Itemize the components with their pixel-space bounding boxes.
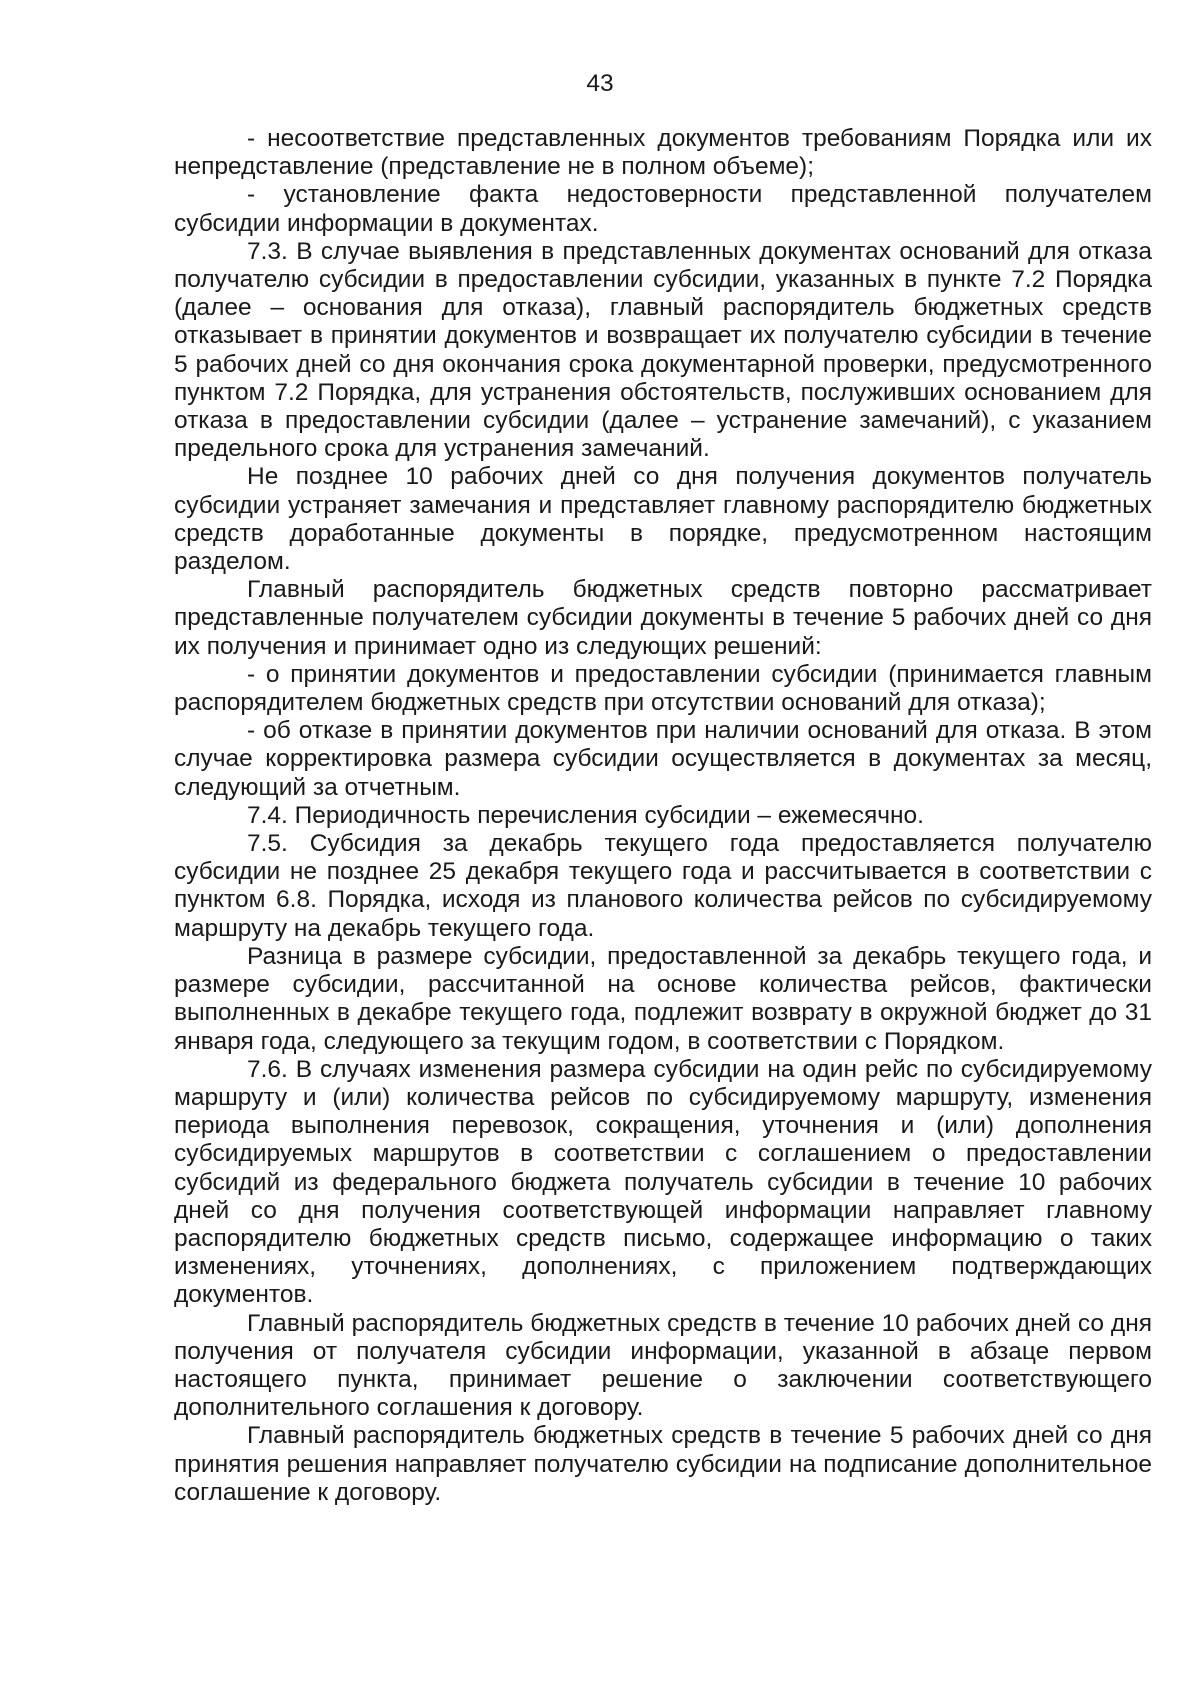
paragraph-decision-refuse: - об отказе в принятии документов при наличии оснований для отказа. В этом случае корректировка размера субсидии осуществляется в документах за месяц, следующий за отчетным. [174,717,1152,801]
paragraph-send-agreement: Главный распорядитель бюджетных средств в течение 5 рабочих дней со дня принятия решения направляет получателю субсидии на подписание дополнительное соглашение к договору. [174,1422,1152,1506]
paragraph-7-6: 7.6. В случаях изменения размера субсидии на один рейс по субсидируемому маршруту и (или) количества рейсов по субсидируемому маршруту, изменения периода выполнения перевозок, сокращения, уточнения и (или) дополнения субсидируемых маршрутов в соответствии с соглашением о предоставлении субсидий из федерального бюджета получатель субсидии в течение 10 рабочих дней со дня получения соответствующей информации направляет главному распорядителю бюджетных средств письмо, содержащее информацию о таких изменениях, уточнениях, дополнениях, с приложением подтверждающих документов. [174,1055,1152,1309]
paragraph-december-difference: Разница в размере субсидии, предоставленной за декабрь текущего года, и размере субсидии, рассчитанной на основе количества рейсов, фактически выполненных в декабре текущего года, подлежит возврату в окружной бюджет до 31 января года, следующего за текущим годом, в соответствии с Порядком. [174,942,1152,1055]
paragraph-noncompliance: - несоответствие представленных документов требованиям Порядка или их непредставление (представление не в полном объеме); [174,125,1152,181]
paragraph-7-3: 7.3. В случае выявления в представленных документах оснований для отказа получателю субсидии в предоставлении субсидии, указанных в пункте 7.2 Порядка (далее – основания для отказа), главный распорядитель бюджетных средств отказывает в принятии документов и возвращает их получателю субсидии в течение 5 рабочих дней со дня окончания срока документарной проверки, предусмотренного пунктом 7.2 Порядка, для устранения обстоятельств, послуживших основанием для отказа в предоставлении субсидии (далее – устранение замечаний), с указанием предельного срока для устранения замечаний. [174,237,1152,463]
paragraph-unreliable-info: - установление факта недостоверности представленной получателем субсидии информации в документах. [174,181,1152,237]
paragraph-7-5: 7.5. Субсидия за декабрь текущего года предоставляется получателю субсидии не позднее 25 декабря текущего года и рассчитывается в соответствии с пунктом 6.8. Порядка, исходя из планового количества рейсов по субсидируемому маршруту на декабрь текущего года. [174,830,1152,942]
page-number: 43 [586,70,614,97]
document-body [174,125,1152,1507]
paragraph-decision-accept: - о принятии документов и предоставлении субсидии (принимается главным распорядителем бюджетных средств при отсутствии оснований для отказа); [174,660,1152,717]
paragraph-correction-deadline: Не позднее 10 рабочих дней со дня получения документов получатель субсидии устраняет замечания и представляет главному распорядителю бюджетных средств доработанные документы в порядке, предусмотренном настоящим разделом. [174,463,1152,576]
paragraph-decision-within-10-days: Главный распорядитель бюджетных средств в течение 10 рабочих дней со дня получения от получателя субсидии информации, указанной в абзаце первом настоящего пункта, принимает решение о заключении соответствующего дополнительного соглашения к договору. [174,1309,1152,1422]
paragraph-7-4: 7.4. Периодичность перечисления субсидии – ежемесячно. [247,801,924,829]
paragraph-repeat-review: Главный распорядитель бюджетных средств повторно рассматривает представленные получателем субсидии документы в течение 5 рабочих дней со дня их получения и принимает одно из следующих решений: [174,576,1152,660]
